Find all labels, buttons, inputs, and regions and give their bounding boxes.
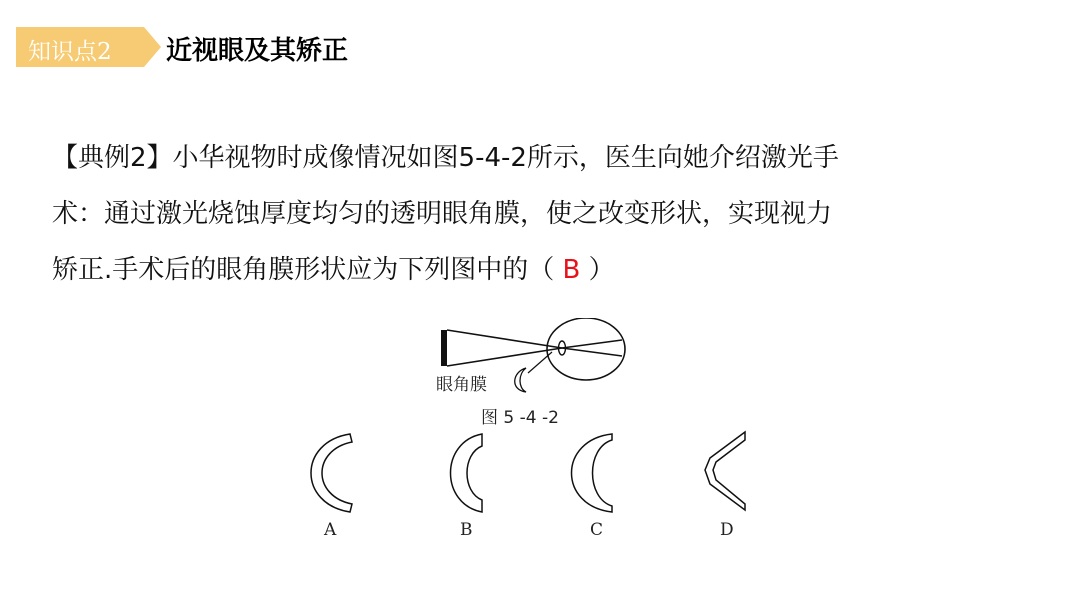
ray-top <box>447 330 562 348</box>
answer-text: B <box>562 255 581 285</box>
option-a-shape <box>311 434 352 512</box>
question-line-3-prefix: 矫正.手术后的眼角膜形状应为下列图中的（ <box>52 255 563 285</box>
ray-bottom <box>447 348 562 366</box>
knowledge-point-badge <box>16 27 161 67</box>
option-label-c: C <box>590 520 604 540</box>
option-label-b: B <box>460 520 473 540</box>
option-label-d: D <box>720 520 734 540</box>
cornea-label: 眼角膜 <box>436 375 487 395</box>
option-c-shape <box>572 434 613 512</box>
object-bar <box>441 330 447 366</box>
option-d-shape <box>705 432 745 510</box>
figure-caption: 图 5 -4 -2 <box>481 408 559 428</box>
figure-5-4-2 <box>300 318 760 548</box>
ray-after-bottom <box>562 348 622 356</box>
ray-after-top <box>562 340 622 348</box>
pointer-line <box>528 352 552 373</box>
question-line-2: 术：通过激光烧蚀厚度均匀的透明眼角膜，使之改变形状，实现视力 <box>52 199 833 229</box>
question-line-1: 【典例2】小华视物时成像情况如图5-4-2所示，医生向她介绍激光手 <box>52 143 839 173</box>
option-label-a: A <box>324 520 337 540</box>
badge-label: 知识点2 <box>28 39 112 65</box>
eye-diagram <box>300 318 760 548</box>
question-line-3 <box>52 242 1012 298</box>
cornea-icon <box>515 368 526 392</box>
section-title: 近视眼及其矫正 <box>166 36 349 66</box>
question-line-3-suffix: ） <box>580 255 615 285</box>
question-text <box>52 130 1012 298</box>
option-b-shape <box>451 434 483 512</box>
